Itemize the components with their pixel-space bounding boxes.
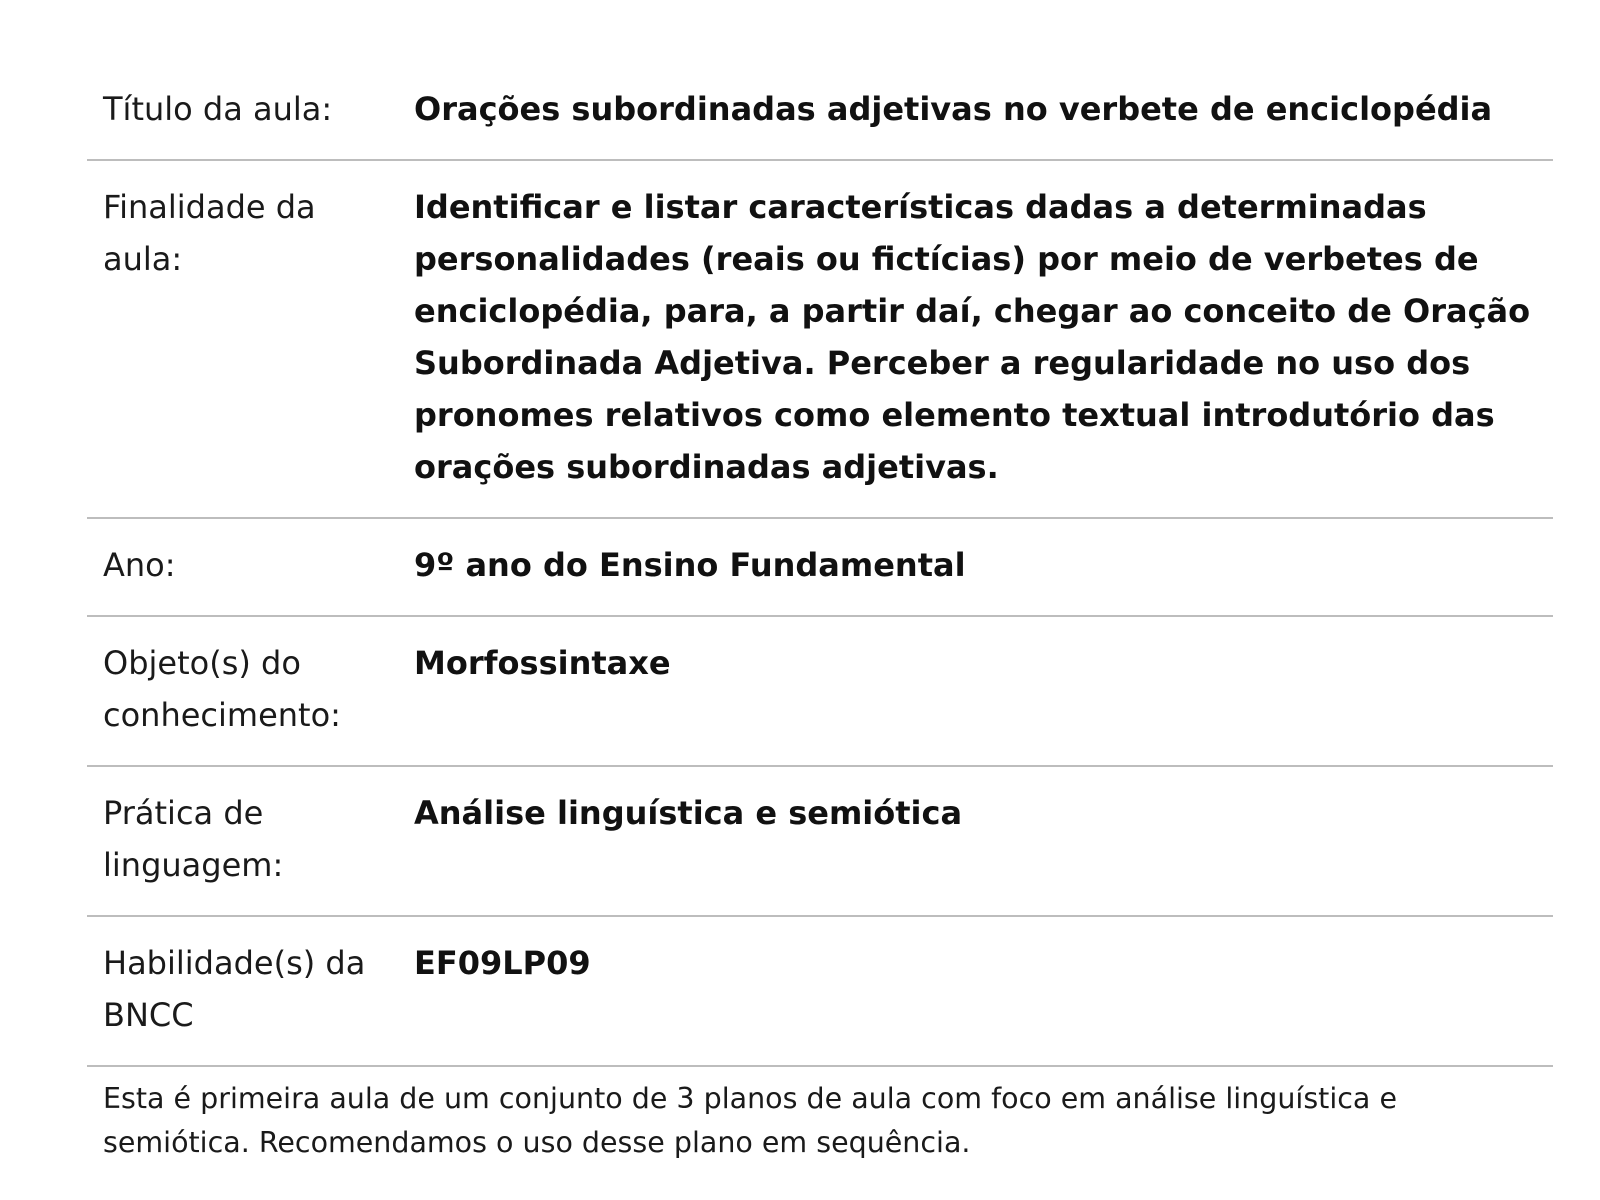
row-value: EF09LP09 [414,944,591,982]
row-ano [87,519,1553,617]
series-note: Esta é primeira aula de um conjunto de 3 planos de aula com foco em análise linguística e semiótica. Recomendamos o uso desse plano em sequência. [103,1082,1397,1159]
row-pratica [87,767,1553,917]
lesson-info-table [87,57,1553,1165]
row-titulo [87,57,1553,161]
row-label: Habilidade(s) da BNCC [103,944,366,1034]
row-finalidade [87,161,1553,519]
row-label: Título da aula: [103,90,333,128]
row-label: Ano: [103,546,176,584]
row-label: Finalidade da aula: [103,188,316,278]
row-objeto [87,617,1553,767]
row-value: 9º ano do Ensino Fundamental [414,546,966,584]
row-value: Identificar e listar características dadas a determinadas personalidades (reais ou fictícias) por meio de verbetes de enciclopédia, para, a partir daí, chegar ao conceito de Oração Subordinada Adjetiva. Perceber a regularidade no uso dos pronomes relativos como elemento textual introdutório das orações subordinadas adjetivas. [414,188,1531,486]
row-value: Orações subordinadas adjetivas no verbete de enciclopédia [414,90,1493,128]
row-habilidade [87,917,1553,1067]
row-label: Objeto(s) do conhecimento: [103,644,341,734]
row-value: Análise linguística e semiótica [414,794,963,832]
row-label: Prática de linguagem: [103,794,284,884]
row-value: Morfossintaxe [414,644,671,682]
